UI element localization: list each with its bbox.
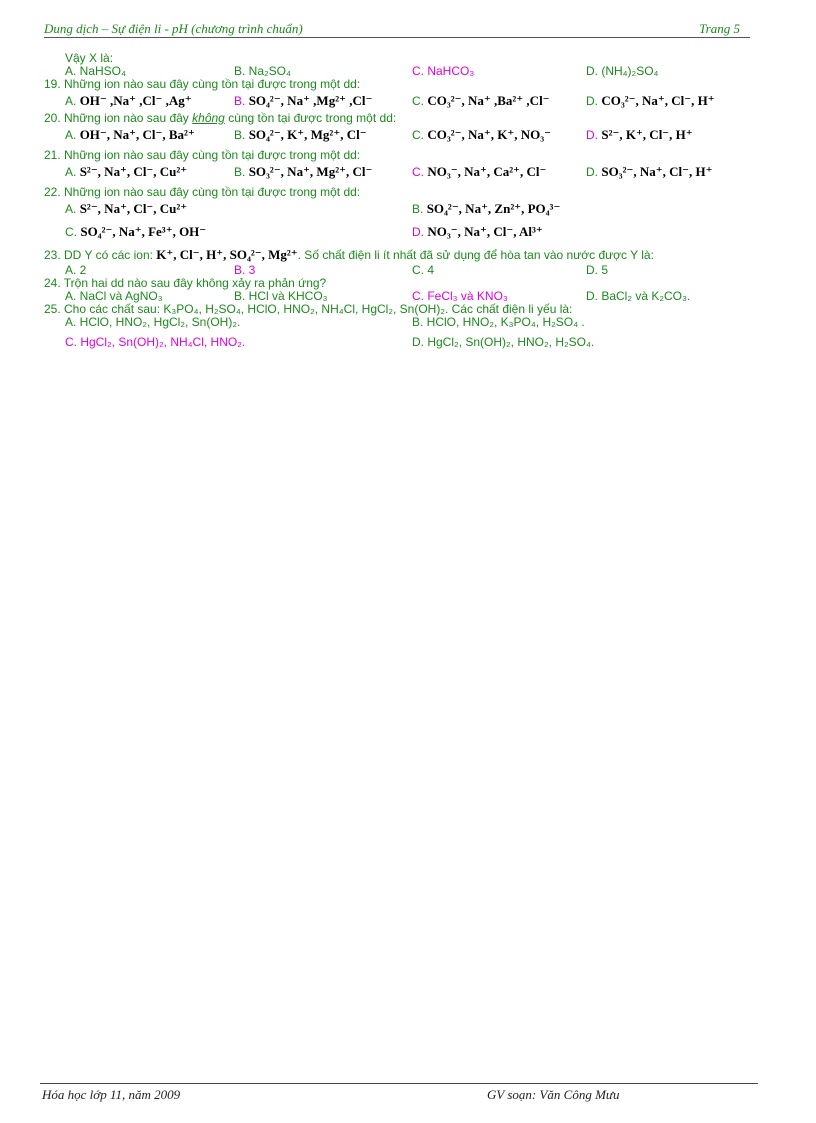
option-d: D. S²⁻, K⁺, Cl⁻, H⁺ — [586, 127, 693, 142]
option-b: B. HCl và KHCO₃ — [234, 289, 328, 303]
option-d: D. BaCl₂ và K₂CO₃. — [586, 289, 691, 303]
question-19-options — [44, 92, 764, 110]
option-a: A. S²⁻, Na⁺, Cl⁻, Cu²⁺ — [65, 164, 188, 179]
option-b: B. SO₄²⁻, K⁺, Mg²⁺, Cl⁻ — [234, 127, 367, 142]
option-b: B. SO₄²⁻, Na⁺ ,Mg²⁺ ,Cl⁻ — [234, 93, 373, 108]
option-a: A. OH⁻ ,Na⁺ ,Cl⁻ ,Ag⁺ — [65, 93, 192, 108]
option-c: C. CO₃²⁻, Na⁺ ,Ba²⁺ ,Cl⁻ — [412, 93, 550, 108]
question-20-stem: 20. Những ion nào sau đây không cùng tồn tại được trong một dd: — [44, 111, 397, 125]
question-19-stem: 19. Những ion nào sau đây cùng tồn tại được trong một dd: — [44, 77, 361, 91]
question-21-options — [44, 163, 764, 181]
option-d: D. (NH₄)₂SO₄ — [586, 64, 659, 78]
option-c: C. HgCl₂, Sn(OH)₂, NH₄Cl, HNO₂. — [65, 335, 246, 349]
question-23-stem: 23. DD Y có các ion: K⁺, Cl⁻, H⁺, SO₄²⁻, Mg²⁺. Số chất điện li ít nhất đã sử dụng để hòa tan vào nước được Y là: — [44, 247, 654, 262]
option-a: A. HClO, HNO₂, HgCl₂, Sn(OH)₂. — [65, 315, 241, 329]
option-d: D. CO₃²⁻, Na⁺, Cl⁻, H⁺ — [586, 93, 715, 108]
question-25-options-row1 — [44, 316, 764, 329]
footer-author: GV soạn: Văn Công Mưu — [487, 1087, 620, 1102]
question-18-stem: Vậy X là: — [65, 51, 114, 65]
option-d: D. HgCl₂, Sn(OH)₂, HNO₂, H₂SO₄. — [412, 335, 595, 349]
option-c: C. CO₃²⁻, Na⁺, K⁺, NO₃⁻ — [412, 127, 551, 142]
option-b: B. SO₄²⁻, Na⁺, Zn²⁺, PO₄³⁻ — [412, 201, 561, 216]
option-c: C. NO₃⁻, Na⁺, Ca²⁺, Cl⁻ — [412, 164, 547, 179]
option-d: D. NO₃⁻, Na⁺, Cl⁻, Al³⁺ — [412, 224, 543, 239]
question-22-options-row1 — [44, 199, 764, 219]
page-footer — [40, 1083, 758, 1104]
option-d: D. 5 — [586, 263, 609, 277]
question-22-stem: 22. Những ion nào sau đây cùng tồn tại được trong một dd: — [44, 185, 361, 199]
option-c: C. FeCl₃ và KNO₃ — [412, 289, 508, 303]
question-25-options-row2 — [44, 336, 764, 349]
emphasis-word: không — [192, 111, 225, 125]
option-b: B. SO₃²⁻, Na⁺, Mg²⁺, Cl⁻ — [234, 164, 373, 179]
question-21-stem: 21. Những ion nào sau đây cùng tồn tại được trong một dd: — [44, 148, 361, 162]
question-24-stem: 24. Trộn hai dd nào sau đây không xảy ra phản ứng? — [44, 276, 327, 290]
question-25-stem: 25. Cho các chất sau: K₃PO₄, H₂SO₄, HClO, HNO₂, NH₄Cl, HgCl₂, Sn(OH)₂. Các chất điện li yếu là: — [44, 302, 573, 316]
option-a: A. NaHSO₄ — [65, 64, 126, 78]
option-b: B. HClO, HNO₂, K₃PO₄, H₂SO₄ . — [412, 315, 585, 329]
option-c: C. SO₄²⁻, Na⁺, Fe³⁺, OH⁻ — [65, 224, 207, 239]
question-22-options-row2 — [44, 222, 764, 242]
option-c: C. NaHCO₃ — [412, 64, 475, 78]
header-title: Dung dịch – Sự điện li - pH (chương trình chuẩn) — [44, 21, 303, 36]
option-a: A. OH⁻, Na⁺, Cl⁻, Ba²⁺ — [65, 127, 195, 142]
option-d: D. SO₃²⁻, Na⁺, Cl⁻, H⁺ — [586, 164, 713, 179]
option-c: C. 4 — [412, 263, 435, 277]
option-a: A. S²⁻, Na⁺, Cl⁻, Cu²⁺ — [65, 201, 188, 216]
option-a: A. 2 — [65, 263, 87, 277]
option-b: B. Na₂SO₄ — [234, 64, 291, 78]
page-number: Trang 5 — [699, 21, 740, 36]
option-b: B. 3 — [234, 263, 256, 277]
option-a: A. NaCl và AgNO₃ — [65, 289, 163, 303]
page-header — [44, 20, 750, 38]
question-20-options — [44, 126, 764, 144]
footer-course: Hóa học lớp 11, năm 2009 — [42, 1087, 181, 1102]
question-list — [44, 52, 764, 349]
